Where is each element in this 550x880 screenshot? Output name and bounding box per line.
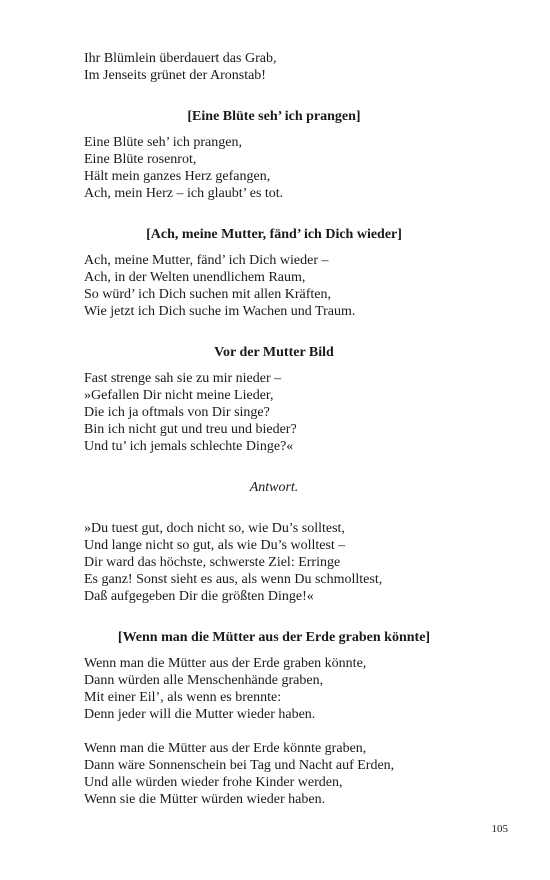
poem-line: Eine Blüte rosenrot, (84, 152, 197, 167)
spacer (84, 243, 464, 252)
poem-stanza (84, 50, 464, 84)
poem-title: [Ach, meine Mutter, fänd’ ich Dich wieder] (146, 227, 402, 242)
poem-line: Ihr Blümlein überdauert das Grab, (84, 51, 277, 66)
poem-line: Und tu’ ich jemals schlechte Dinge?« (84, 439, 294, 454)
page-number: 105 (491, 823, 508, 835)
poem-line: Wie jetzt ich Dich suche im Wachen und Traum. (84, 304, 356, 319)
poem-line: Dir ward das höchste, schwerste Ziel: Erringe (84, 555, 341, 570)
poem-line: »Du tuest gut, doch nicht so, wie Du’s solltest, (84, 521, 345, 536)
poem-line: Ach, in der Welten unendlichem Raum, (84, 270, 306, 285)
poem-stanza (84, 252, 464, 320)
poem-line: Wenn man die Mütter aus der Erde graben könnte, (84, 656, 367, 671)
spacer (84, 646, 464, 655)
poem-stanza (84, 134, 464, 202)
poem-line: Wenn sie die Mütter würden wieder haben. (84, 792, 326, 807)
spacer (84, 496, 464, 520)
poem-line: Fast strenge sah sie zu mir nieder – (84, 371, 282, 386)
spacer (84, 202, 464, 226)
poem-stanza (84, 370, 464, 455)
spacer (84, 84, 464, 108)
spacer (84, 723, 464, 740)
poem-line: Die ich ja oftmals von Dir singe? (84, 405, 270, 420)
poem-line: Wenn man die Mütter aus der Erde könnte graben, (84, 741, 367, 756)
poem-stanza (84, 655, 464, 723)
poem-line: Daß aufgegeben Dir die größten Dinge!« (84, 589, 314, 604)
poem-line: Dann würden alle Menschenhände graben, (84, 673, 324, 688)
poem-line: Und alle würden wieder frohe Kinder werden, (84, 775, 343, 790)
poem-line: So würd’ ich Dich suchen mit allen Kräften, (84, 287, 332, 302)
poem-title: [Eine Blüte seh’ ich prangen] (187, 109, 361, 124)
spacer (84, 361, 464, 370)
spacer (84, 320, 464, 344)
poem-line: Denn jeder will die Mutter wieder haben. (84, 707, 316, 722)
poem-line: Und lange nicht so gut, als wie Du’s wolltest – (84, 538, 346, 553)
spacer (84, 455, 464, 479)
poem-line: Hält mein ganzes Herz gefangen, (84, 169, 271, 184)
poem-line: »Gefallen Dir nicht meine Lieder, (84, 388, 274, 403)
poem-stanza (84, 740, 464, 808)
poem-stanza (84, 520, 464, 605)
spacer (84, 605, 464, 629)
spacer (84, 125, 464, 134)
poem-line: Ach, mein Herz – ich glaubt’ es tot. (84, 186, 284, 201)
poem-line: Im Jenseits grünet der Aronstab! (84, 68, 266, 83)
poem-line: Dann wäre Sonnenschein bei Tag und Nacht auf Erden, (84, 758, 395, 773)
poem-subtitle: Antwort. (249, 480, 299, 495)
poem-line: Mit einer Eil’, als wenn es brennte: (84, 690, 282, 705)
poem-line: Eine Blüte seh’ ich prangen, (84, 135, 242, 150)
page-content (84, 50, 464, 808)
poem-line: Bin ich nicht gut und treu und bieder? (84, 422, 297, 437)
poem-title: Vor der Mutter Bild (214, 345, 334, 360)
poem-title: [Wenn man die Mütter aus der Erde graben könnte] (117, 630, 431, 645)
poem-line: Ach, meine Mutter, fänd’ ich Dich wieder – (84, 253, 329, 268)
poem-line: Es ganz! Sonst sieht es aus, als wenn Du schmolltest, (84, 572, 383, 587)
